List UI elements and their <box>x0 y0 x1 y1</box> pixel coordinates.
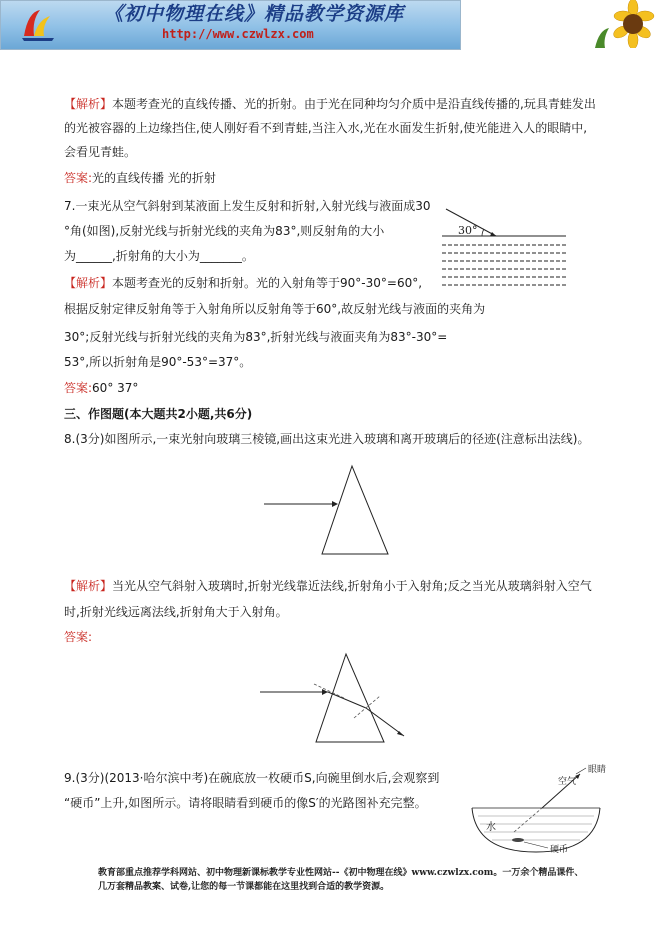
q6-answer: 答案:光的直线传播 光的折射 <box>64 171 216 185</box>
label-water: 水 <box>486 822 496 833</box>
q7-analysis-line2: 根据反射定律反射角等于入射角所以反射角等于60°,故反射光线与液面的夹角为 <box>64 302 486 316</box>
q7-stem-line3: 为______,折射角的大小为_______。 <box>64 249 254 263</box>
q8-stem: 8.(3分)如图所示,一束光射向玻璃三棱镜,画出这束光进入玻璃和离开玻璃后的径迹(注意标出法线)。 <box>64 432 590 446</box>
q7-analysis-line4: 53°,所以折射角是90°-53°=37°。 <box>64 355 252 369</box>
q7-answer: 答案:60° 37° <box>64 381 139 395</box>
banner-title: 《初中物理在线》精品教学资源库 <box>104 3 405 25</box>
q9-stem-line2: “硬币”上升,如图所示。请将眼睛看到硬币的像S′的光路图补充完整。 <box>64 796 427 810</box>
q9-bowl-figure <box>462 764 616 860</box>
footer <box>98 866 583 894</box>
q7-stem-line1: 7.一束光从空气斜射到某液面上发生反射和折射,入射光线与液面成30 <box>64 199 431 213</box>
section-heading: 三、作图题(本大题共2小题,共6分) <box>64 407 253 421</box>
q8-analysis-line1: 【解析】当光从空气斜射入玻璃时,折射光线靠近法线,折射角小于入射角;反之当光从玻璃斜射入空气 <box>64 579 592 593</box>
footer-line2: 几万套精品教案、试卷,让您的每一节课都能在这里找到合适的教学资源。 <box>98 882 390 892</box>
site-logo-icon <box>20 6 56 42</box>
q7-liquid-surface-figure <box>438 203 570 289</box>
header-banner <box>0 0 461 50</box>
footer-line1: 教育部重点推荐学科网站、初中物理新课标教学专业性网站--《初中物理在线》www.czwlzx.com。一万余个精品课件、 <box>98 868 584 878</box>
q7-stem-line2: °角(如图),反射光线与折射光线的夹角为83°,则反射角的大小 <box>64 224 385 238</box>
answer-tag: 答案: <box>64 171 93 185</box>
analysis-tag: 【解析】 <box>64 579 113 593</box>
analysis-tag: 【解析】 <box>64 97 113 111</box>
q8-answer-figure <box>258 652 408 746</box>
q8-prism-figure <box>262 462 392 558</box>
label-eye: 眼睛 <box>588 765 607 775</box>
label-coin: 硬币 <box>550 845 569 855</box>
answer-tag: 答案: <box>64 381 93 395</box>
analysis-tag: 【解析】 <box>64 276 113 290</box>
q7-analysis-line3: 30°;反射光线与折射光线的夹角为83°,折射光线与液面夹角为83°-30°= <box>64 330 448 344</box>
q7-angle-label: 30° <box>458 224 478 237</box>
q9-stem-line1: 9.(3分)(2013·哈尔滨中考)在碗底放一枚硬币S,向碗里倒水后,会观察到 <box>64 771 440 785</box>
q8-answer-tag: 答案: <box>64 630 93 644</box>
q8-analysis-line2: 时,折射光线远离法线,折射角大于入射角。 <box>64 605 288 619</box>
q6-analysis-line2: 的光被容器的上边缘挡住,使人刚好看不到青蛙,当注入水,光在水面发生折射,使光能进入人的眼睛中, <box>64 121 588 135</box>
banner-url[interactable]: http://www.czwlzx.com <box>162 27 314 41</box>
q7-analysis-line1: 【解析】本题考查光的反射和折射。光的入射角等于90°-30°=60°, <box>64 276 423 290</box>
label-air: 空气 <box>558 777 577 787</box>
q6-analysis-line1: 【解析】本题考查光的直线传播、光的折射。由于光在同种均匀介质中是沿直线传播的,玩具青蛙发出 <box>64 97 596 111</box>
q6-analysis-line3: 会看见青蛙。 <box>64 145 137 159</box>
